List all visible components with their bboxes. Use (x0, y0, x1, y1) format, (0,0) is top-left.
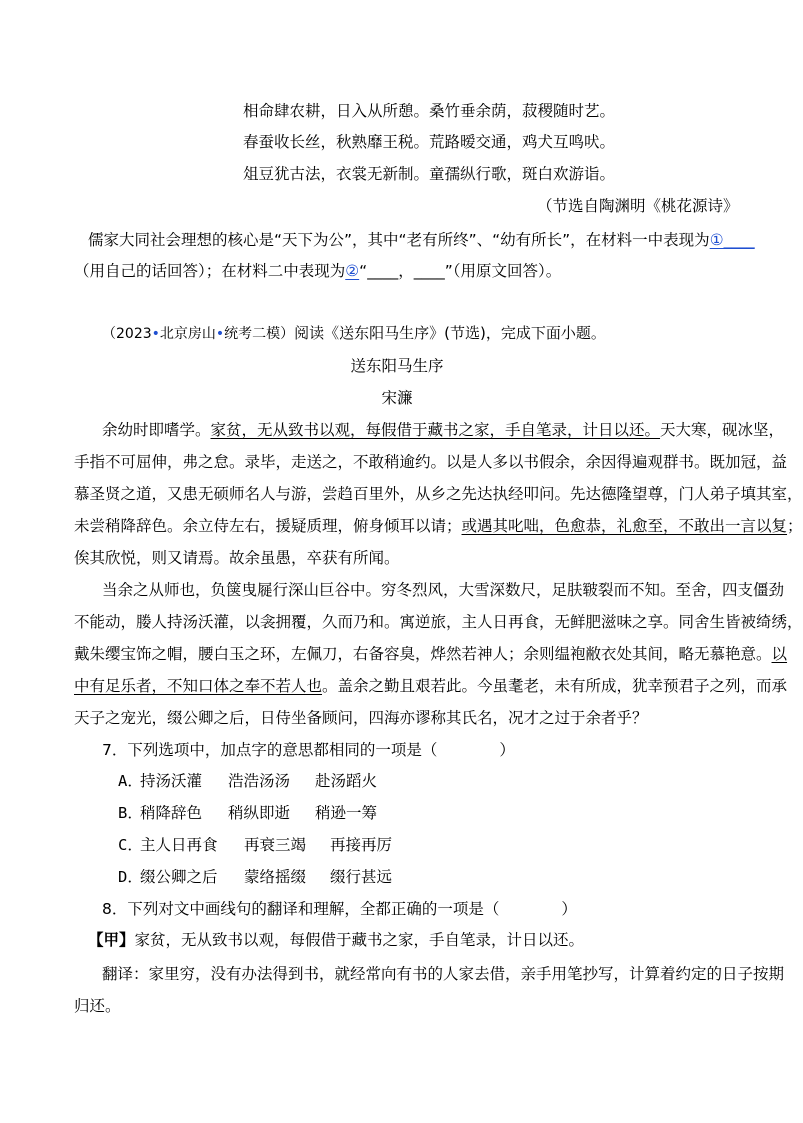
q7-stem: 7．下列选项中，加点字的意思都相同的一项是（ ） (102, 741, 515, 759)
option-a-item-3: 赴汤蹈火 (315, 772, 378, 790)
passage-author: 宋濂 (381, 389, 413, 407)
exam-source-text: 阅读《送东阳马生序》(节选)，完成下面小题。 (294, 324, 606, 342)
passage-line-1 (102, 420, 784, 440)
q7-option-a[interactable] (118, 771, 378, 791)
option-c-item-3: 再接再厉 (330, 836, 393, 854)
question-intro-line-2 (74, 261, 561, 281)
passage-line-7: 不能动，媵人持汤沃灌，以衾拥覆，久而乃和。寓逆旅，主人日再食，无鲜肥滋味之享。同舍生皆被绮绣， (74, 613, 803, 631)
option-b-item-2: 稍纵即逝 (228, 804, 291, 822)
q8-jia-line (88, 930, 584, 950)
question-intro-text-3: “____，____”（用原文回答）。 (359, 262, 562, 280)
passage-line-5: 俟其欣悦，则又请焉。故余虽愚，卒获有所闻。 (74, 549, 400, 567)
poem-line-3: 俎豆犹古法，衣裳无新制。童孺纵行歌，斑白欢游诣。 (243, 165, 616, 183)
passage-line-2: 手指不可屈伸，弗之怠。录毕，走送之，不敢稍逾约。以是人多以书假余，余因得遍观群书。既加冠，益 (74, 453, 788, 471)
option-letter: D． (118, 868, 143, 886)
passage-line-6: 当余之从师也，负箧曳屣行深山巨谷中。穷冬烈风，大雪深数尺，足肤皲裂而不知。至舍，四支僵劲 (102, 581, 785, 599)
exam-source-dot-2: • (215, 326, 225, 342)
passage-line-8 (74, 644, 787, 664)
passage-line-4 (74, 516, 803, 536)
passage-line-9-b: 。盖余之勤且艰若此。今虽耄老，未有所成，犹幸预君子之列，而承 (322, 677, 788, 695)
option-d-item-2: 蒙络摇缀 (244, 868, 307, 886)
passage-line-8-a: 戴朱缨宝饰之帽，腰白玉之环，左佩刀，右备容臭，烨然若神人；余则缊袍敝衣处其间，略无慕艳意。 (74, 645, 772, 663)
blank-1: ①____ (709, 231, 755, 249)
exam-source-region: 北京房山 (159, 326, 216, 342)
passage-line-1-b: 天大寒，砚冰坚， (660, 421, 785, 439)
q7-option-c[interactable] (118, 835, 393, 855)
passage-title: 送东阳马生序 (350, 357, 444, 375)
exam-source-dot-1: • (151, 326, 160, 342)
option-b-item-1: 稍降辞色 (140, 804, 203, 822)
exam-source (102, 323, 606, 344)
blank-2: ② (345, 262, 360, 280)
option-letter: B． (118, 804, 143, 822)
option-c-item-2: 再衰三竭 (244, 836, 307, 854)
underlined-sentence-bing: 中有足乐者，不知口体之奉不若人也 (74, 677, 323, 695)
passage-line-9 (74, 676, 787, 696)
option-b-item-3: 稍逊一筹 (315, 804, 378, 822)
poem-source: （节选自陶渊明《桃花源诗》 (537, 197, 739, 215)
option-letter: C． (118, 836, 143, 854)
underlined-sentence-jia: 家贫，无从致书以观，每假借于藏书之家，手自笔录，计日以还。 (210, 421, 661, 439)
option-d-item-1: 缀公卿之后 (140, 868, 218, 886)
poem-line-2: 春蚕收长丝，秋熟靡王税。荒路暧交通，鸡犬互鸣吠。 (243, 133, 616, 151)
passage-line-1-a: 余幼时即嗜学。 (102, 421, 211, 439)
underlined-sentence-yi: 或遇其叱咄，色愈恭，礼愈至，不敢出一言以复 (461, 517, 788, 535)
exam-source-kind: 统考二模） (224, 326, 295, 342)
q8-translation-line-2: 归还。 (74, 997, 121, 1015)
q7-option-b[interactable] (118, 803, 378, 823)
option-a-item-2: 浩浩汤汤 (228, 772, 291, 790)
option-d-item-3: 缀行甚远 (330, 868, 393, 886)
q8-translation-line-1: 翻译：家里穷，没有办法得到书，就经常向有书的人家去借，亲手用笔抄写，计算着约定的日子按期 (102, 965, 785, 983)
passage-line-4-b: ； (787, 517, 803, 535)
option-a-item-1: 持汤沃灌 (140, 772, 203, 790)
question-intro-text-2: （用自己的话回答）；在材料二中表现为 (74, 262, 346, 280)
passage-line-4-a: 未尝稍降辞色。余立侍左右，援疑质理，俯身倾耳以请； (74, 517, 462, 535)
exam-source-open: （2023 (102, 326, 152, 342)
option-letter: A． (118, 772, 143, 790)
q8-stem: 8．下列对文中画线句的翻译和理解，全都正确的一项是（ ） (102, 900, 577, 918)
passage-line-3: 慕圣贤之道，又患无硕师名人与游，尝趋百里外，从乡之先达执经叩问。先达德隆望尊，门人弟子填其室， (74, 485, 803, 503)
underlined-sentence-bing-start: 以 (771, 645, 788, 663)
q8-jia-label: 【甲】 (88, 931, 135, 949)
question-intro-text-1: 儒家大同社会理想的核心是“天下为公”，其中“老有所终”、“幼有所长”，在材料一中表现为 (88, 231, 710, 249)
option-c-item-1: 主人日再食 (140, 836, 218, 854)
poem-line-1: 相命肆农耕，日入从所憩。桑竹垂余荫，菽稷随时艺。 (243, 102, 616, 120)
question-intro-line-1 (88, 230, 755, 250)
q7-option-d[interactable] (118, 867, 393, 887)
passage-line-10: 天子之宠光，缀公卿之后，日侍坐备顾问，四海亦谬称其氏名，况才之过于余者乎？ (74, 709, 648, 727)
q8-jia-text: 家贫，无从致书以观，每假借于藏书之家，手自笔录，计日以还。 (134, 931, 585, 949)
